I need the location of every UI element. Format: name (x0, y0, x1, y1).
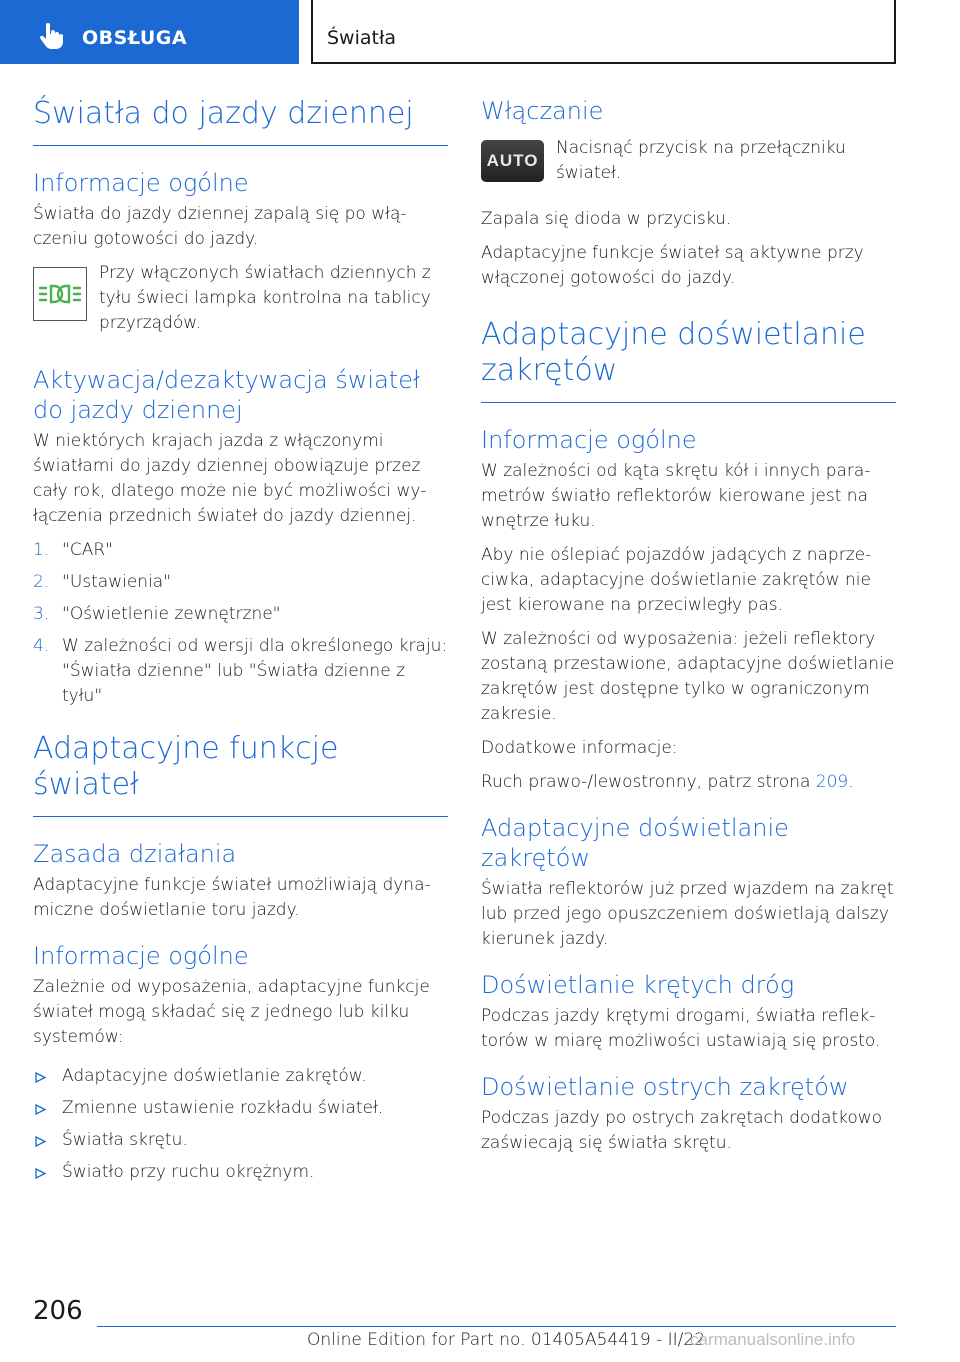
curve-text-3: W zależności od wyposażenia: jeżeli reflektory zostaną przestawione, adaptacyjne doświetlanie zakrętów jest dostępne tylko w ograniczonym zakresie. (481, 629, 895, 724)
drl-toggle-text: W niektórych krajach jazda z włączonymi światłami do jazdy dziennej obowiązuje przez cały rok, dlatego może nie być możliwości wyłączenia przednich świateł do jazdy dziennej. (33, 431, 427, 526)
list-item: 4. W zależności od wersji dla określonego kraju: "Światła dzienne" lub "Światła dzienne z tyłu" (33, 636, 448, 706)
left-column (33, 96, 448, 1199)
drl-steps-list (33, 538, 448, 709)
curve-text-4: Dodatkowe informacje: (481, 738, 678, 758)
right-column (481, 96, 896, 1165)
curve-sub1-heading: Adaptacyjne doświetlanie zakrętów (481, 814, 789, 872)
hand-pointer-icon (38, 22, 64, 50)
drl-general-heading: Informacje ogólne (33, 169, 249, 197)
drl-general-text: Światła do jazdy dziennej zapalą się po włączeniu gotowości do jazdy. (33, 204, 407, 249)
list-item: Światło przy ruchu okrężnym. (33, 1160, 448, 1185)
adaptive-general-text: Zależnie od wyposażenia, adaptacyjne funkcje świateł mogą składać się z jednego lub kilku systemów: (33, 977, 430, 1047)
drl-indicator-note (33, 261, 448, 345)
chapter-header (311, 0, 896, 64)
page-link[interactable]: 209 (815, 772, 849, 792)
curve-heading: Adaptacyjne doświetlanie zakrętów (481, 317, 896, 403)
list-item: Adaptacyjne doświetlanie zakrętów. (33, 1064, 448, 1089)
curve-sub2-heading: Doświetlanie krętych dróg (481, 971, 795, 999)
drl-indicator-text: Przy włączonych światłach dziennych z tyłu świeci lampka kontrolna na tablicy przyrządów. (99, 263, 431, 333)
list-item: Światła skrętu. (33, 1128, 448, 1153)
drl-toggle-heading: Aktywacja/dezaktywacja świateł do jazdy dziennej (33, 366, 420, 424)
adaptive-principle-heading: Zasada działania (33, 840, 237, 868)
triangle-bullet-icon (35, 1072, 46, 1083)
list-item: 1. "CAR" (33, 540, 113, 560)
triangle-bullet-icon (35, 1136, 46, 1147)
curve-text-2: Aby nie oślepiać pojazdów jadących z naprzeciwka, adaptacyjne doświetlanie zakrętów nie jest kierowane na przeciwległy pas. (481, 545, 872, 615)
curve-general-heading: Informacje ogólne (481, 426, 697, 454)
adaptive-heading: Adaptacyjne funkcje świateł (33, 731, 448, 817)
list-item: 3. "Oświetlenie zewnętrzne" (33, 604, 281, 624)
footer-divider (97, 1326, 896, 1327)
drl-heading: Światła do jazdy dziennej (33, 96, 448, 146)
indicator-frame (33, 267, 87, 321)
list-item: 2. "Ustawienia" (33, 572, 172, 592)
curve-sub2-text: Podczas jazdy krętymi drogami, światła reflektorów w miarę możliwości ustawiają się prosto. (481, 1006, 881, 1051)
chapter-title: Światła (327, 27, 397, 49)
edition-text: Online Edition for Part no. 01405A54419 - II/22 (307, 1330, 706, 1350)
auto-button-icon: AUTO (481, 140, 544, 182)
curve-text-5: Ruch prawo-/lewostronny, patrz strona 209. (481, 772, 854, 792)
switch-on-text-1: Zapala się dioda w przycisku. (481, 209, 732, 229)
triangle-bullet-icon (35, 1168, 46, 1179)
curve-sub3-heading: Doświetlanie ostrych zakrętów (481, 1073, 849, 1101)
page-number: 206 (33, 1296, 83, 1326)
adaptive-general-heading: Informacje ogólne (33, 942, 249, 970)
auto-button-note (481, 136, 896, 195)
section-label: OBSŁUGA (82, 27, 188, 49)
curve-sub1-text: Światła reflektorów już przed wjazdem na zakręt lub przed jego opuszczeniem doświetlają dalszy kierunek jazdy. (481, 879, 894, 949)
section-tab (0, 0, 299, 64)
curve-sub3-text: Podczas jazdy po ostrych zakrętach dodatkowo zaświecają się światła skrętu. (481, 1108, 883, 1153)
auto-button-text: Nacisnąć przycisk na przełączniku świateł. (556, 138, 846, 183)
triangle-bullet-icon (35, 1104, 46, 1115)
switch-on-text-2: Adaptacyjne funkcje świateł są aktywne przy włączonej gotowości do jazdy. (481, 243, 864, 288)
daytime-running-lights-icon (38, 282, 82, 306)
adaptive-principle-text: Adaptacyjne funkcje świateł umożliwiają dynamiczne doświetlanie toru jazdy. (33, 875, 431, 920)
list-item: Zmienne ustawienie rozkładu świateł. (33, 1096, 448, 1121)
curve-text-1: W zależności od kąta skrętu kół i innych parametrów światło reflektorów kierowane jest na wnętrze łuku. (481, 461, 871, 531)
switch-on-heading: Włączanie (481, 97, 604, 125)
adaptive-systems-list (33, 1064, 448, 1185)
watermark-text: carmanualsonline.info (690, 1330, 856, 1349)
